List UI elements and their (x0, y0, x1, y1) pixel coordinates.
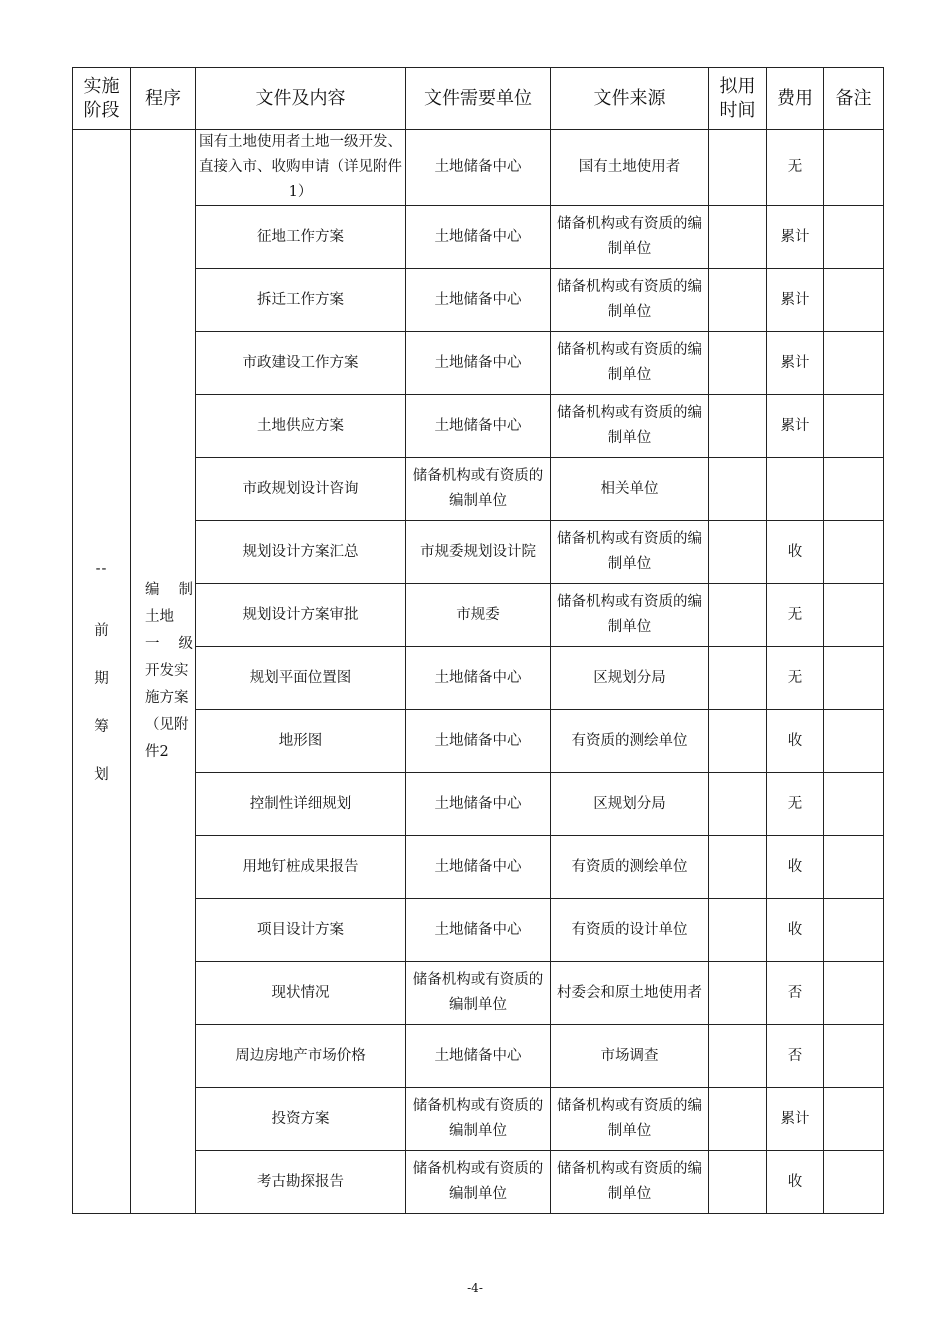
cell-fee: 否 (767, 1025, 824, 1088)
cell-fee: 收 (767, 1151, 824, 1214)
cell-fee: 收 (767, 710, 824, 773)
cell-remark (824, 130, 884, 206)
cell-content: 国有土地使用者土地一级开发、直接入市、收购申请（详见附件1） (196, 130, 406, 206)
cell-source: 有资质的测绘单位 (551, 710, 709, 773)
cell-content: 用地钉桩成果报告 (196, 836, 406, 899)
cell-content: 拆迁工作方案 (196, 269, 406, 332)
cell-remark (824, 395, 884, 458)
procedure-line: 编 制 (145, 582, 193, 598)
header-fee: 费用 (767, 68, 824, 130)
cell-fee: 否 (767, 962, 824, 1025)
cell-content: 土地供应方案 (196, 395, 406, 458)
stage-dash: -- (95, 560, 108, 577)
cell-remark (824, 962, 884, 1025)
cell-remark (824, 899, 884, 962)
cell-time (709, 836, 767, 899)
cell-remark (824, 710, 884, 773)
cell-content: 现状情况 (196, 962, 406, 1025)
header-unit: 文件需要单位 (406, 68, 551, 130)
cell-fee: 无 (767, 130, 824, 206)
cell-source: 区规划分局 (551, 647, 709, 710)
cell-remark (824, 584, 884, 647)
cell-content: 规划设计方案审批 (196, 584, 406, 647)
cell-source: 市场调查 (551, 1025, 709, 1088)
cell-source: 区规划分局 (551, 773, 709, 836)
cell-content: 地形图 (196, 710, 406, 773)
cell-content: 考古勘探报告 (196, 1151, 406, 1214)
cell-remark (824, 332, 884, 395)
cell-content: 征地工作方案 (196, 206, 406, 269)
cell-source: 有资质的设计单位 (551, 899, 709, 962)
cell-source: 储备机构或有资质的编制单位 (551, 206, 709, 269)
procedure-line: 土地 (145, 609, 174, 625)
cell-fee: 累计 (767, 269, 824, 332)
cell-remark (824, 1151, 884, 1214)
cell-fee: 累计 (767, 332, 824, 395)
cell-unit: 储备机构或有资质的编制单位 (406, 1088, 551, 1151)
cell-time (709, 899, 767, 962)
cell-content: 投资方案 (196, 1088, 406, 1151)
cell-fee: 累计 (767, 1088, 824, 1151)
cell-remark (824, 773, 884, 836)
cell-unit: 土地储备中心 (406, 710, 551, 773)
cell-time (709, 458, 767, 521)
cell-unit: 储备机构或有资质的编制单位 (406, 962, 551, 1025)
cell-unit: 储备机构或有资质的编制单位 (406, 1151, 551, 1214)
cell-fee: 累计 (767, 206, 824, 269)
cell-unit: 土地储备中心 (406, 647, 551, 710)
cell-time (709, 962, 767, 1025)
cell-fee: 无 (767, 647, 824, 710)
cell-source: 储备机构或有资质的编制单位 (551, 395, 709, 458)
cell-fee: 无 (767, 584, 824, 647)
procedure-line: 施方案 (145, 690, 189, 706)
cell-unit: 市规委 (406, 584, 551, 647)
cell-remark (824, 1025, 884, 1088)
cell-time (709, 1088, 767, 1151)
cell-unit: 土地储备中心 (406, 1025, 551, 1088)
cell-time (709, 710, 767, 773)
stage-cell (73, 130, 131, 1214)
cell-remark (824, 647, 884, 710)
cell-time (709, 269, 767, 332)
procedure-line: （见附 (145, 717, 189, 733)
cell-unit: 土地储备中心 (406, 395, 551, 458)
cell-source: 相关单位 (551, 458, 709, 521)
cell-source: 储备机构或有资质的编制单位 (551, 269, 709, 332)
cell-time (709, 206, 767, 269)
cell-unit: 土地储备中心 (406, 130, 551, 206)
header-remark: 备注 (824, 68, 884, 130)
cell-content: 市政规划设计咨询 (196, 458, 406, 521)
header-stage: 实施阶段 (73, 68, 131, 130)
header-time: 拟用时间 (709, 68, 767, 130)
cell-remark (824, 269, 884, 332)
cell-fee (767, 458, 824, 521)
table-row (73, 130, 884, 206)
header-source: 文件来源 (551, 68, 709, 130)
cell-remark (824, 1088, 884, 1151)
cell-unit: 土地储备中心 (406, 899, 551, 962)
cell-source: 国有土地使用者 (551, 130, 709, 206)
cell-content: 周边房地产市场价格 (196, 1025, 406, 1088)
cell-source: 储备机构或有资质的编制单位 (551, 1151, 709, 1214)
cell-source: 储备机构或有资质的编制单位 (551, 1088, 709, 1151)
cell-remark (824, 458, 884, 521)
cell-unit: 储备机构或有资质的编制单位 (406, 458, 551, 521)
cell-time (709, 1025, 767, 1088)
procedure-line: 一 级 (145, 636, 193, 652)
header-procedure: 程序 (131, 68, 196, 130)
cell-source: 储备机构或有资质的编制单位 (551, 521, 709, 584)
cell-fee: 累计 (767, 395, 824, 458)
stage-char: 划 (94, 766, 109, 783)
cell-time (709, 584, 767, 647)
document-table (72, 67, 884, 1214)
stage-char: 前 (94, 622, 109, 639)
cell-time (709, 395, 767, 458)
procedure-cell (131, 130, 196, 1214)
table-body (73, 130, 884, 1214)
cell-time (709, 773, 767, 836)
cell-content: 规划平面位置图 (196, 647, 406, 710)
cell-unit: 市规委规划设计院 (406, 521, 551, 584)
procedure-line: 件2 (145, 744, 169, 760)
cell-unit: 土地储备中心 (406, 836, 551, 899)
cell-content: 规划设计方案汇总 (196, 521, 406, 584)
header-row (73, 68, 884, 130)
stage-char: 筹 (94, 718, 109, 735)
cell-source: 有资质的测绘单位 (551, 836, 709, 899)
stage-char: 期 (94, 670, 109, 687)
cell-unit: 土地储备中心 (406, 332, 551, 395)
cell-time (709, 647, 767, 710)
cell-content: 项目设计方案 (196, 899, 406, 962)
cell-time (709, 521, 767, 584)
procedure-line: 开发实 (145, 663, 189, 679)
cell-remark (824, 521, 884, 584)
cell-content: 市政建设工作方案 (196, 332, 406, 395)
cell-fee: 收 (767, 521, 824, 584)
cell-unit: 土地储备中心 (406, 269, 551, 332)
cell-source: 储备机构或有资质的编制单位 (551, 332, 709, 395)
cell-time (709, 130, 767, 206)
cell-unit: 土地储备中心 (406, 773, 551, 836)
cell-remark (824, 206, 884, 269)
cell-unit: 土地储备中心 (406, 206, 551, 269)
cell-time (709, 332, 767, 395)
cell-time (709, 1151, 767, 1214)
cell-source: 储备机构或有资质的编制单位 (551, 584, 709, 647)
cell-remark (824, 836, 884, 899)
cell-fee: 无 (767, 773, 824, 836)
cell-fee: 收 (767, 899, 824, 962)
header-content: 文件及内容 (196, 68, 406, 130)
cell-source: 村委会和原土地使用者 (551, 962, 709, 1025)
page-number: -4- (467, 1281, 483, 1295)
cell-fee: 收 (767, 836, 824, 899)
cell-content: 控制性详细规划 (196, 773, 406, 836)
